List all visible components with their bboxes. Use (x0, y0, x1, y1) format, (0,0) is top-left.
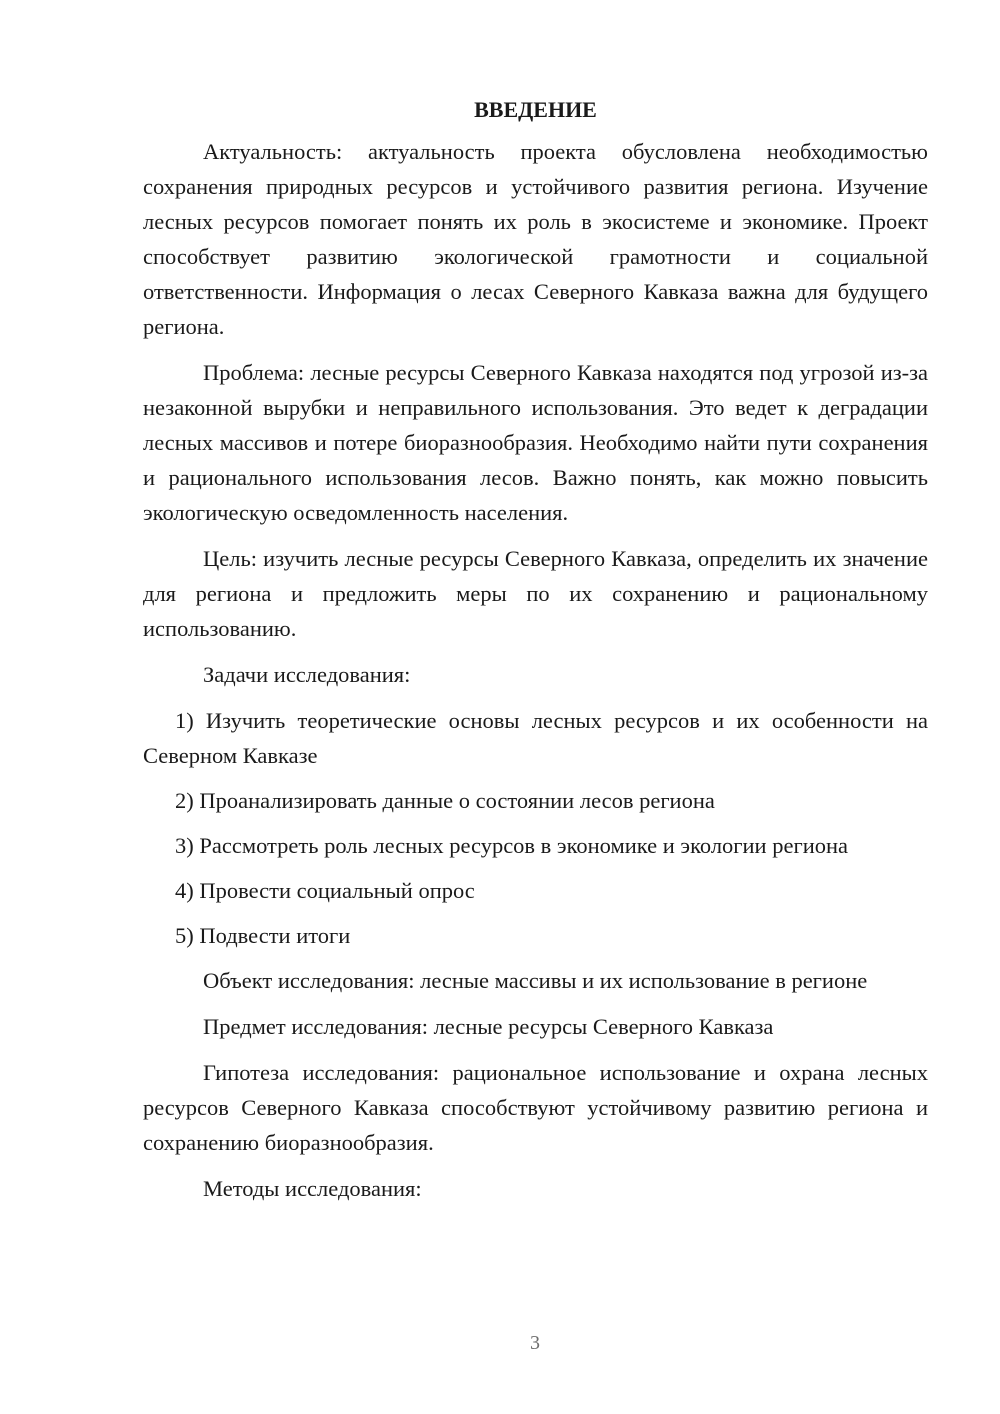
paragraph-relevance: Актуальность: актуальность проекта обусловлена необходимостью сохранения природных ресурсов и устойчивого развития региона. Изучение лесных ресурсов помогает понять их роль в экосистеме и экономике. Проект способствует развитию экологической грамотности и социальной ответственности. Информация о лесах Северного Кавказа важна для будущего региона. (143, 139, 928, 339)
page-number: 3 (530, 1332, 540, 1354)
tasks-heading: Задачи исследования: (203, 662, 411, 687)
task-item-5: 5) Подвести итоги (175, 923, 351, 948)
section-title: ВВЕДЕНИЕ (474, 97, 597, 122)
paragraph-subject: Предмет исследования: лесные ресурсы Северного Кавказа (203, 1014, 774, 1039)
task-item-1: 1) Изучить теоретические основы лесных ресурсов и их особенности на Северном Кавказе (143, 708, 928, 768)
task-item-4: 4) Провести социальный опрос (175, 878, 475, 903)
document-page (143, 94, 928, 1217)
paragraph-goal: Цель: изучить лесные ресурсы Северного Кавказа, определить их значение для региона и предложить меры по их сохранению и рациональному использованию. (143, 546, 928, 641)
paragraph-object: Объект исследования: лесные массивы и их использование в регионе (203, 968, 868, 993)
task-item-3: 3) Рассмотреть роль лесных ресурсов в экономике и экологии региона (175, 833, 849, 858)
tasks-list (143, 703, 928, 953)
methods-heading: Методы исследования: (203, 1176, 422, 1201)
paragraph-problem: Проблема: лесные ресурсы Северного Кавказа находятся под угрозой из-за незаконной вырубки и неправильного использования. Это ведет к деградации лесных массивов и потере биоразнообразия. Необходимо найти пути сохранения и рационального использования лесов. Важно понять, как можно повысить экологическую осведомленность населения. (143, 360, 928, 525)
paragraph-hypothesis: Гипотеза исследования: рациональное использование и охрана лесных ресурсов Северного Кавказа способствуют устойчивому развитию региона и сохранению биоразнообразия. (143, 1060, 928, 1155)
task-item-2: 2) Проанализировать данные о состоянии лесов региона (175, 788, 715, 813)
